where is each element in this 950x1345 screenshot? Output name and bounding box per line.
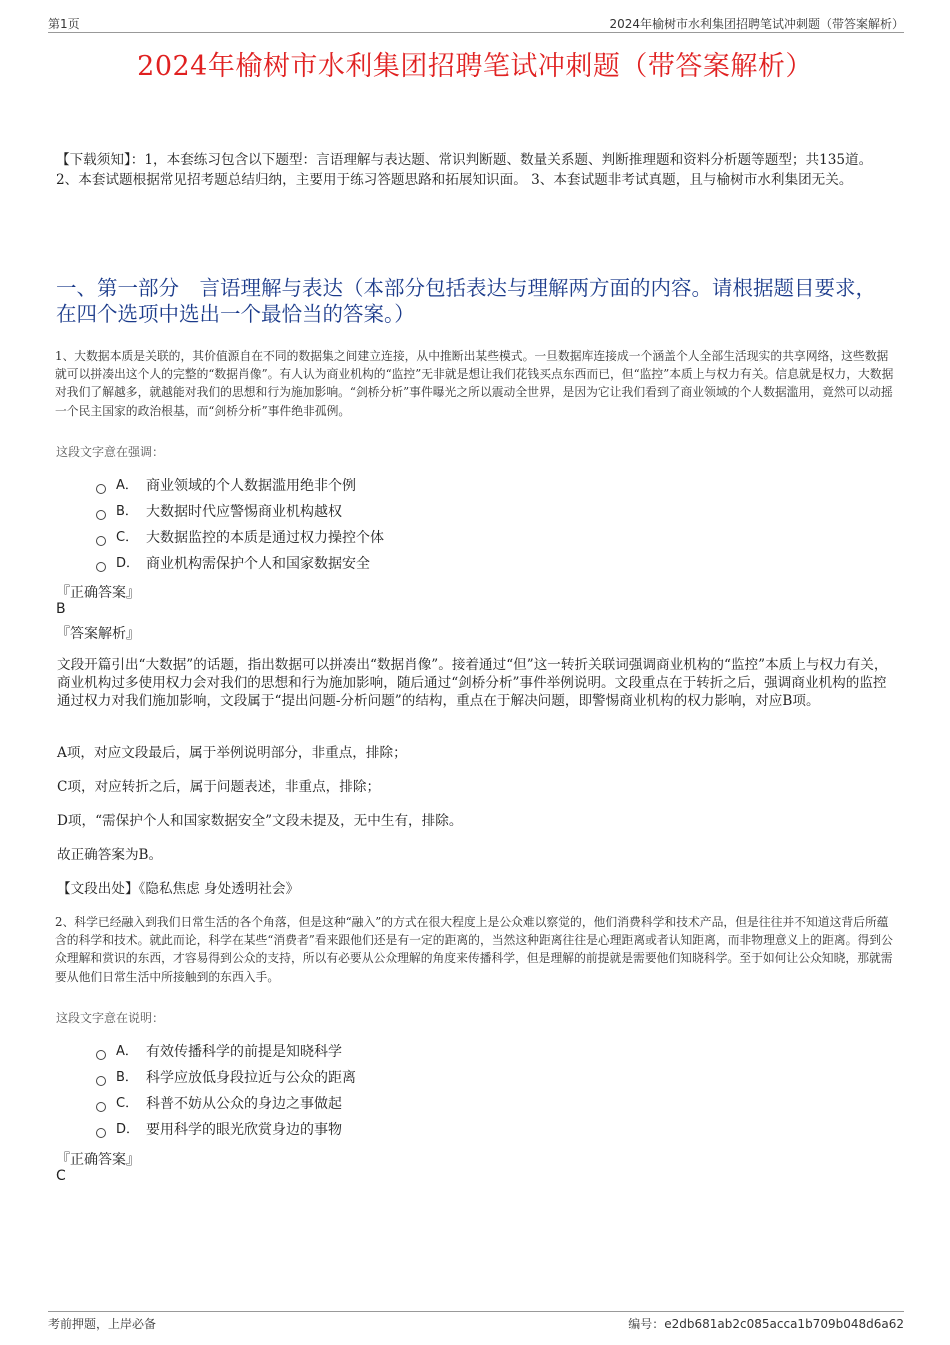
radio-icon[interactable] [96, 484, 106, 494]
correct-answer-label: 『正确答案』 [56, 1152, 140, 1168]
section-title: 一、第一部分 言语理解与表达（本部分包括表达与理解两方面的内容。请根据题目要求，在四个选项中选出一个最恰当的答案。） [56, 276, 876, 326]
analysis-paragraph: A项，对应文段最后，属于举例说明部分，非重点，排除； [57, 745, 407, 761]
analysis-paragraph: C项，对应转折之后，属于问题表述，非重点，排除； [57, 779, 381, 795]
page-footer [48, 1311, 904, 1334]
question-1-options [96, 473, 384, 577]
correct-answer: C [56, 1168, 66, 1184]
page-header [48, 14, 904, 33]
question-1-text: 1、大数据本质是关联的，其价值源自在不同的数据集之间建立连接，从中推断出某些模式。一旦数据库连接成一个涵盖个人全部生活现实的共享网络，这些数据就可以拼凑出这个人的完整的“数据肖像”。有人认为商业机构的“监控”无非就是想让我们花钱买点东西而已，但“监控”本质上与权力有关。信息就是权力，大数据对我们了解越多，就越能对我们的思想和行为施加影响。“剑桥分析”事件曝光之所以震动全世界，是因为它让我们看到了商业领域的个人数据滥用，竟然可以动摇一个民主国家的政治根基，而“剑桥分析”事件绝非孤例。 [55, 349, 894, 418]
radio-icon[interactable] [96, 1128, 106, 1138]
option-d[interactable]: D． 要用科学的眼光欣赏身边的事物 [96, 1117, 356, 1143]
correct-answer-label: 『正确答案』 [56, 585, 140, 601]
question-2-text: 2、科学已经融入到我们日常生活的各个角落，但是这种“融入”的方式在很大程度上是公众难以察觉的，他们消费科学和技术产品，但是往往并不知道这背后所蕴含的科学和技术。就此而论，科学在某些“消费者”看来跟他们还是有一定的距离的，当然这种距离往往是心理距离或者认知距离，而非物理意义上的距离。得到公众理解和赏识的东西，才容易得到公众的支持，所以有必要从公众理解的角度来传播科学，但是理解的前提就是需要他们知晓科学。至于如何让公众知晓，那就需要从他们日常生活中所接触到的东西入手。 [55, 915, 893, 984]
source-citation: 【文段出处】《隐私焦虑 身处透明社会》 [57, 881, 300, 897]
question-1-prompt: 这段文字意在强调： [56, 445, 165, 459]
analysis-label: 『答案解析』 [56, 626, 140, 642]
option-c[interactable]: C． 大数据监控的本质是通过权力操控个体 [96, 525, 384, 551]
footer-slogan: 考前押题，上岸必备 [48, 1317, 157, 1331]
document-title: 2024年榆树市水利集团招聘笔试冲刺题（带答案解析） [137, 51, 813, 82]
radio-icon[interactable] [96, 1076, 106, 1086]
option-c[interactable]: C． 科普不妨从公众的身边之事做起 [96, 1091, 356, 1117]
option-d[interactable]: D． 商业机构需保护个人和国家数据安全 [96, 551, 384, 577]
page-number: 第1页 [48, 17, 80, 31]
option-a[interactable]: A． 有效传播科学的前提是知晓科学 [96, 1039, 356, 1065]
header-doc-title: 2024年榆树市水利集团招聘笔试冲刺题（带答案解析） [609, 17, 904, 31]
question-2-options [96, 1039, 356, 1143]
radio-icon[interactable] [96, 1102, 106, 1112]
analysis-paragraph: 文段开篇引出“大数据”的话题，指出数据可以拼凑出“数据肖像”。接着通过“但”这一转折关联词强调商业机构的“监控”本质上与权力有关，商业机构过多使用权力会对我们的思想和行为施加影响，随后通过“剑桥分析”事件举例说明。文段重点在于转折之后，强调商业机构的监控通过权力对我们施加影响，文段属于“提出问题-分析问题”的结构，重点在于解决问题，即警惕商业机构的权力影响，对应B项。 [57, 657, 888, 709]
analysis-paragraph: D项，“需保护个人和国家数据安全”文段未提及，无中生有，排除。 [57, 813, 463, 829]
option-a[interactable]: A． 商业领域的个人数据滥用绝非个例 [96, 473, 384, 499]
radio-icon[interactable] [96, 510, 106, 520]
question-2-prompt: 这段文字意在说明： [56, 1011, 165, 1025]
radio-icon[interactable] [96, 1050, 106, 1060]
correct-answer: B [56, 601, 66, 617]
download-notice: 【下载须知】：1，本套练习包含以下题型：言语理解与表达题、常识判断题、数量关系题、判断推理题和资料分析题等题型；共135道。 2、本套试题根据常见招考题总结归纳，主要用于练习答题思路和拓展知识面。 3、本套试题非考试真题，且与榆树市水利集团无关。 [56, 152, 873, 188]
radio-icon[interactable] [96, 562, 106, 572]
analysis-paragraph: 故正确答案为B。 [57, 847, 163, 863]
option-b[interactable]: B． 大数据时代应警惕商业机构越权 [96, 499, 384, 525]
radio-icon[interactable] [96, 536, 106, 546]
option-b[interactable]: B． 科学应放低身段拉近与公众的距离 [96, 1065, 356, 1091]
footer-serial: 编号：e2db681ab2c085acca1b709b048d6a62 [628, 1317, 904, 1331]
